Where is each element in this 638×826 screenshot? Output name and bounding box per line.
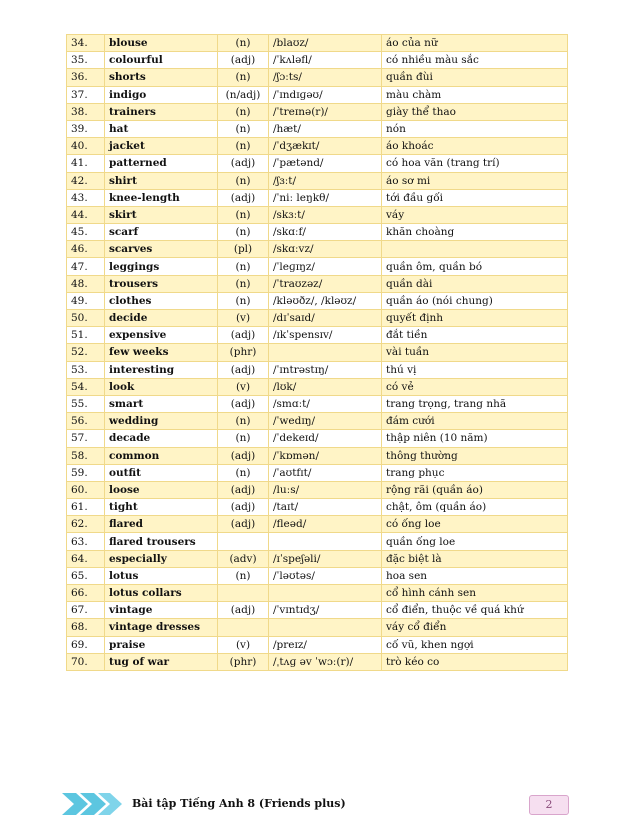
entry-meaning: chật, ôm (quần áo) bbox=[382, 499, 568, 516]
entry-meaning: cổ hình cánh sen bbox=[382, 585, 568, 602]
entry-part-of-speech: (n) bbox=[218, 430, 269, 447]
entry-word: lotus collars bbox=[105, 585, 218, 602]
entry-word: vintage bbox=[105, 602, 218, 619]
entry-meaning: trò kéo co bbox=[382, 653, 568, 670]
entry-word: decide bbox=[105, 310, 218, 327]
entry-pronunciation: /luːs/ bbox=[269, 481, 382, 498]
entry-pronunciation: /ˈdekeɪd/ bbox=[269, 430, 382, 447]
entry-meaning: rộng rãi (quần áo) bbox=[382, 481, 568, 498]
entry-pronunciation: /ˈwedɪŋ/ bbox=[269, 413, 382, 430]
table-row bbox=[67, 481, 568, 498]
entry-part-of-speech: (adj) bbox=[218, 499, 269, 516]
entry-word: blouse bbox=[105, 35, 218, 52]
entry-word: look bbox=[105, 378, 218, 395]
table-row bbox=[67, 636, 568, 653]
entry-pronunciation: /ɪˈspeʃəli/ bbox=[269, 550, 382, 567]
entry-number: 52. bbox=[67, 344, 105, 361]
entry-word: vintage dresses bbox=[105, 619, 218, 636]
entry-number: 46. bbox=[67, 241, 105, 258]
entry-number: 51. bbox=[67, 327, 105, 344]
entry-number: 40. bbox=[67, 138, 105, 155]
entry-word: flared bbox=[105, 516, 218, 533]
entry-number: 35. bbox=[67, 52, 105, 69]
entry-word: wedding bbox=[105, 413, 218, 430]
entry-word: scarf bbox=[105, 224, 218, 241]
entry-number: 63. bbox=[67, 533, 105, 550]
entry-number: 62. bbox=[67, 516, 105, 533]
table-row bbox=[67, 395, 568, 412]
table-row bbox=[67, 653, 568, 670]
entry-pronunciation bbox=[269, 344, 382, 361]
table-row bbox=[67, 138, 568, 155]
entry-meaning: thông thường bbox=[382, 447, 568, 464]
entry-pronunciation bbox=[269, 585, 382, 602]
entry-number: 48. bbox=[67, 275, 105, 292]
entry-meaning: quần áo (nói chung) bbox=[382, 292, 568, 309]
entry-meaning: vài tuần bbox=[382, 344, 568, 361]
entry-pronunciation: /preɪz/ bbox=[269, 636, 382, 653]
entry-meaning: áo khoác bbox=[382, 138, 568, 155]
entry-part-of-speech bbox=[218, 585, 269, 602]
entry-number: 45. bbox=[67, 224, 105, 241]
table-row bbox=[67, 86, 568, 103]
entry-number: 68. bbox=[67, 619, 105, 636]
entry-pronunciation: /ˈɪndɪɡəʊ/ bbox=[269, 86, 382, 103]
entry-meaning: thú vị bbox=[382, 361, 568, 378]
entry-part-of-speech: (n) bbox=[218, 275, 269, 292]
entry-part-of-speech: (n) bbox=[218, 258, 269, 275]
entry-word: expensive bbox=[105, 327, 218, 344]
table-row bbox=[67, 447, 568, 464]
table-row bbox=[67, 52, 568, 69]
entry-meaning: váy bbox=[382, 206, 568, 223]
entry-pronunciation: /blaʊz/ bbox=[269, 35, 382, 52]
entry-pronunciation: /taɪt/ bbox=[269, 499, 382, 516]
entry-pronunciation: /ˈleɡɪŋz/ bbox=[269, 258, 382, 275]
table-row bbox=[67, 120, 568, 137]
entry-word: jacket bbox=[105, 138, 218, 155]
entry-pronunciation: /ˈvɪntɪdʒ/ bbox=[269, 602, 382, 619]
entry-meaning: có hoa văn (trang trí) bbox=[382, 155, 568, 172]
entry-meaning: có ống loe bbox=[382, 516, 568, 533]
table-row bbox=[67, 516, 568, 533]
entry-number: 56. bbox=[67, 413, 105, 430]
table-row bbox=[67, 241, 568, 258]
entry-word: skirt bbox=[105, 206, 218, 223]
page-number-badge: 2 bbox=[529, 795, 569, 815]
entry-pronunciation: /skɜːt/ bbox=[269, 206, 382, 223]
entry-number: 38. bbox=[67, 103, 105, 120]
table-row bbox=[67, 619, 568, 636]
entry-pronunciation: /ˈdʒækɪt/ bbox=[269, 138, 382, 155]
entry-number: 60. bbox=[67, 481, 105, 498]
entry-pronunciation: /ˈaʊtfɪt/ bbox=[269, 464, 382, 481]
entry-pronunciation: /hæt/ bbox=[269, 120, 382, 137]
entry-word: patterned bbox=[105, 155, 218, 172]
entry-pronunciation: /ʃɔːts/ bbox=[269, 69, 382, 86]
entry-meaning: có vẻ bbox=[382, 378, 568, 395]
entry-part-of-speech: (phr) bbox=[218, 653, 269, 670]
table-row bbox=[67, 585, 568, 602]
entry-number: 36. bbox=[67, 69, 105, 86]
entry-word: clothes bbox=[105, 292, 218, 309]
entry-meaning: nón bbox=[382, 120, 568, 137]
entry-pronunciation: /ˈɪntrəstɪŋ/ bbox=[269, 361, 382, 378]
table-row bbox=[67, 275, 568, 292]
entry-meaning: cố vũ, khen ngợi bbox=[382, 636, 568, 653]
table-row bbox=[67, 206, 568, 223]
entry-pronunciation: /ˌtʌɡ əv ˈwɔː(r)/ bbox=[269, 653, 382, 670]
table-row bbox=[67, 172, 568, 189]
entry-number: 50. bbox=[67, 310, 105, 327]
entry-meaning: quần đùi bbox=[382, 69, 568, 86]
entry-word: loose bbox=[105, 481, 218, 498]
entry-meaning: có nhiều màu sắc bbox=[382, 52, 568, 69]
table-row bbox=[67, 292, 568, 309]
entry-part-of-speech: (v) bbox=[218, 310, 269, 327]
table-row bbox=[67, 189, 568, 206]
entry-meaning: giày thể thao bbox=[382, 103, 568, 120]
entry-pronunciation: /ˈtraʊzəz/ bbox=[269, 275, 382, 292]
entry-part-of-speech: (n) bbox=[218, 206, 269, 223]
entry-part-of-speech: (adj) bbox=[218, 447, 269, 464]
table-row bbox=[67, 258, 568, 275]
entry-meaning: cổ điển, thuộc về quá khứ bbox=[382, 602, 568, 619]
entry-part-of-speech: (adj) bbox=[218, 395, 269, 412]
table-row bbox=[67, 533, 568, 550]
entry-part-of-speech: (n) bbox=[218, 138, 269, 155]
entry-pronunciation: /fleəd/ bbox=[269, 516, 382, 533]
entry-number: 49. bbox=[67, 292, 105, 309]
entry-part-of-speech: (adj) bbox=[218, 516, 269, 533]
entry-part-of-speech bbox=[218, 533, 269, 550]
entry-number: 70. bbox=[67, 653, 105, 670]
entry-number: 41. bbox=[67, 155, 105, 172]
entry-word: colourful bbox=[105, 52, 218, 69]
entry-part-of-speech: (adj) bbox=[218, 155, 269, 172]
entry-word: outfit bbox=[105, 464, 218, 481]
table-row bbox=[67, 224, 568, 241]
entry-pronunciation: /skɑːvz/ bbox=[269, 241, 382, 258]
entry-word: praise bbox=[105, 636, 218, 653]
entry-word: trainers bbox=[105, 103, 218, 120]
entry-word: flared trousers bbox=[105, 533, 218, 550]
entry-pronunciation: /kləʊðz/, /kləʊz/ bbox=[269, 292, 382, 309]
entry-word: especially bbox=[105, 550, 218, 567]
table-row bbox=[67, 602, 568, 619]
entry-number: 58. bbox=[67, 447, 105, 464]
entry-meaning: đặc biệt là bbox=[382, 550, 568, 567]
table-row bbox=[67, 35, 568, 52]
entry-part-of-speech: (adj) bbox=[218, 189, 269, 206]
entry-meaning: đắt tiền bbox=[382, 327, 568, 344]
entry-pronunciation: /skɑːf/ bbox=[269, 224, 382, 241]
entry-part-of-speech: (adj) bbox=[218, 602, 269, 619]
entry-pronunciation bbox=[269, 619, 382, 636]
entry-part-of-speech: (n) bbox=[218, 413, 269, 430]
entry-word: leggings bbox=[105, 258, 218, 275]
entry-pronunciation: /ˈtreɪnə(r)/ bbox=[269, 103, 382, 120]
entry-part-of-speech: (n) bbox=[218, 224, 269, 241]
entry-pronunciation: /ˈkʌləfl/ bbox=[269, 52, 382, 69]
table-row bbox=[67, 361, 568, 378]
entry-meaning: đám cưới bbox=[382, 413, 568, 430]
entry-meaning: quần ống loe bbox=[382, 533, 568, 550]
entry-number: 67. bbox=[67, 602, 105, 619]
entry-word: scarves bbox=[105, 241, 218, 258]
table-row bbox=[67, 344, 568, 361]
entry-meaning: quần ôm, quần bó bbox=[382, 258, 568, 275]
table-row bbox=[67, 413, 568, 430]
vocabulary-table-body bbox=[67, 35, 568, 671]
entry-number: 66. bbox=[67, 585, 105, 602]
entry-part-of-speech: (n) bbox=[218, 172, 269, 189]
entry-number: 43. bbox=[67, 189, 105, 206]
table-row bbox=[67, 155, 568, 172]
entry-meaning: quần dài bbox=[382, 275, 568, 292]
entry-number: 53. bbox=[67, 361, 105, 378]
entry-part-of-speech: (v) bbox=[218, 636, 269, 653]
table-row bbox=[67, 464, 568, 481]
footer-book-title: Bài tập Tiếng Anh 8 (Friends plus) bbox=[132, 797, 346, 810]
entry-part-of-speech: (n) bbox=[218, 292, 269, 309]
entry-word: common bbox=[105, 447, 218, 464]
entry-word: trousers bbox=[105, 275, 218, 292]
entry-number: 59. bbox=[67, 464, 105, 481]
table-row bbox=[67, 430, 568, 447]
entry-pronunciation: /ʃɜːt/ bbox=[269, 172, 382, 189]
entry-number: 54. bbox=[67, 378, 105, 395]
entry-meaning: tới đầu gối bbox=[382, 189, 568, 206]
entry-pronunciation: /ˈpætənd/ bbox=[269, 155, 382, 172]
entry-number: 64. bbox=[67, 550, 105, 567]
entry-word: tug of war bbox=[105, 653, 218, 670]
entry-meaning: trang phục bbox=[382, 464, 568, 481]
entry-part-of-speech: (n) bbox=[218, 69, 269, 86]
entry-part-of-speech: (v) bbox=[218, 378, 269, 395]
entry-number: 55. bbox=[67, 395, 105, 412]
entry-number: 39. bbox=[67, 120, 105, 137]
table-row bbox=[67, 69, 568, 86]
entry-part-of-speech: (phr) bbox=[218, 344, 269, 361]
entry-meaning: khăn choàng bbox=[382, 224, 568, 241]
entry-meaning bbox=[382, 241, 568, 258]
entry-part-of-speech: (adj) bbox=[218, 52, 269, 69]
entry-part-of-speech: (pl) bbox=[218, 241, 269, 258]
entry-meaning: trang trọng, trang nhã bbox=[382, 395, 568, 412]
entry-pronunciation: /ˈkɒmən/ bbox=[269, 447, 382, 464]
entry-part-of-speech: (adj) bbox=[218, 481, 269, 498]
entry-part-of-speech: (adj) bbox=[218, 361, 269, 378]
entry-pronunciation: /ɪkˈspensɪv/ bbox=[269, 327, 382, 344]
entry-number: 69. bbox=[67, 636, 105, 653]
entry-word: shorts bbox=[105, 69, 218, 86]
entry-pronunciation bbox=[269, 533, 382, 550]
entry-part-of-speech: (n) bbox=[218, 103, 269, 120]
entry-meaning: váy cổ điển bbox=[382, 619, 568, 636]
entry-part-of-speech: (n/adj) bbox=[218, 86, 269, 103]
entry-word: knee-length bbox=[105, 189, 218, 206]
entry-meaning: màu chàm bbox=[382, 86, 568, 103]
double-chevron-right-icon bbox=[62, 791, 124, 821]
entry-meaning: hoa sen bbox=[382, 567, 568, 584]
entry-word: few weeks bbox=[105, 344, 218, 361]
entry-part-of-speech: (n) bbox=[218, 464, 269, 481]
entry-number: 42. bbox=[67, 172, 105, 189]
table-row bbox=[67, 310, 568, 327]
entry-word: lotus bbox=[105, 567, 218, 584]
entry-word: indigo bbox=[105, 86, 218, 103]
vocabulary-table bbox=[66, 34, 568, 671]
table-row bbox=[67, 567, 568, 584]
table-row bbox=[67, 103, 568, 120]
entry-meaning: quyết định bbox=[382, 310, 568, 327]
entry-part-of-speech: (n) bbox=[218, 120, 269, 137]
entry-word: smart bbox=[105, 395, 218, 412]
entry-pronunciation: /dɪˈsaɪd/ bbox=[269, 310, 382, 327]
entry-number: 37. bbox=[67, 86, 105, 103]
entry-part-of-speech: (n) bbox=[218, 35, 269, 52]
entry-meaning: áo của nữ bbox=[382, 35, 568, 52]
entry-part-of-speech: (adv) bbox=[218, 550, 269, 567]
entry-pronunciation: /smɑːt/ bbox=[269, 395, 382, 412]
entry-number: 47. bbox=[67, 258, 105, 275]
entry-pronunciation: /ˈniː leŋkθ/ bbox=[269, 189, 382, 206]
entry-part-of-speech: (adj) bbox=[218, 327, 269, 344]
entry-meaning: áo sơ mi bbox=[382, 172, 568, 189]
entry-word: hat bbox=[105, 120, 218, 137]
entry-number: 65. bbox=[67, 567, 105, 584]
entry-part-of-speech bbox=[218, 619, 269, 636]
entry-pronunciation: /lʊk/ bbox=[269, 378, 382, 395]
table-row bbox=[67, 327, 568, 344]
entry-number: 34. bbox=[67, 35, 105, 52]
entry-meaning: thập niên (10 năm) bbox=[382, 430, 568, 447]
table-row bbox=[67, 378, 568, 395]
entry-word: interesting bbox=[105, 361, 218, 378]
entry-word: decade bbox=[105, 430, 218, 447]
entry-number: 57. bbox=[67, 430, 105, 447]
entry-pronunciation: /ˈləʊtəs/ bbox=[269, 567, 382, 584]
table-row bbox=[67, 550, 568, 567]
entry-word: tight bbox=[105, 499, 218, 516]
entry-word: shirt bbox=[105, 172, 218, 189]
table-row bbox=[67, 499, 568, 516]
entry-part-of-speech: (n) bbox=[218, 567, 269, 584]
entry-number: 61. bbox=[67, 499, 105, 516]
entry-number: 44. bbox=[67, 206, 105, 223]
